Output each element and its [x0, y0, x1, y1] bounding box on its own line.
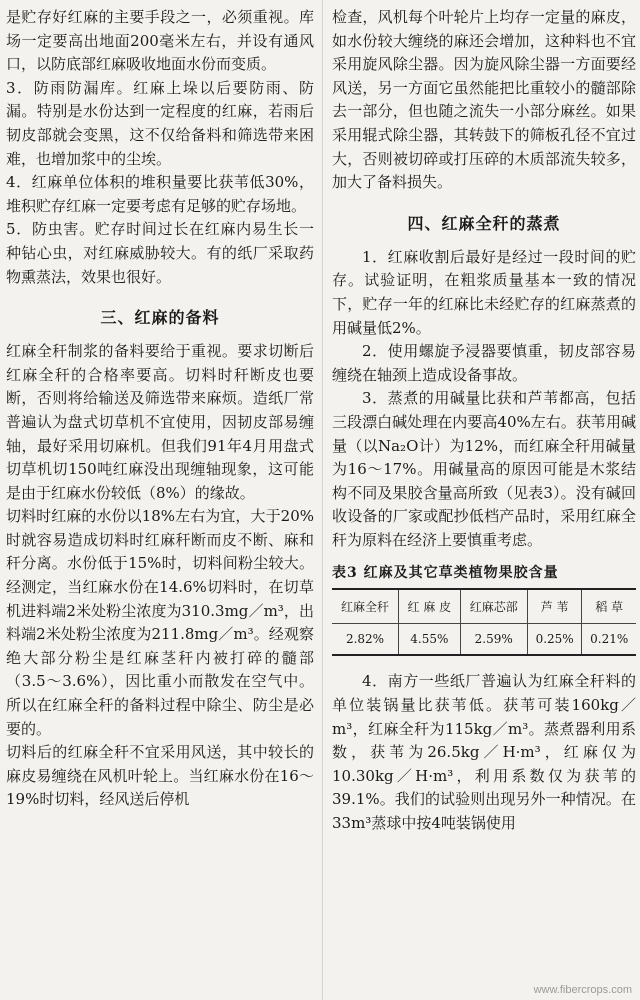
paragraph: 是贮存好红麻的主要手段之一，必须重视。库场一定要高出地面200毫米左右，并设有通风口，以防底部红麻吸收地面水份而变质。 [6, 8, 314, 74]
watermark-text: www.fibercrops.com [533, 984, 632, 996]
paragraph: 切料时红麻的水份以18%左右为宜，大于20%时就容易造成切料时红麻秆断而皮不断、麻和秆分离。水份低于15%时，切料间粉尘较大。经测定，当红麻水份在14.6%切料时，在切草机进料端2米处粉尘浓度为310.3mg／m³，出料端2米处粉尘浓度为211.8mg／m³。经观察绝大部分粉尘是红麻茎秆内被打碎的髓部（3.5～3.6%），因比重小而散发在空气中。所以在红麻全秆的备料过程中除尘、防尘是必要的。 [6, 507, 314, 738]
right-column [332, 6, 636, 836]
paragraph: 5．防虫害。贮存时间过长在红麻内易生长一种钻心虫，对红麻威胁较大。有的纸厂采取药物熏蒸法，效果也很好。 [6, 220, 314, 286]
table-header: 红 麻 皮 [399, 589, 461, 624]
table-header: 稻 草 [582, 589, 636, 624]
table-caption: 表3 红麻及其它草类植物果胶含量 [332, 565, 559, 582]
table-cell: 4.55% [399, 624, 461, 656]
table-cell: 2.82% [332, 624, 399, 656]
table-header-row [332, 589, 636, 624]
pectin-table-block [332, 562, 636, 656]
paragraph: 4．红麻单位体积的堆积量要比获苇低30%，堆积贮存红麻一定要考虑有足够的贮存场地。 [6, 173, 314, 215]
section-heading: 三、红麻的备料 [100, 308, 220, 328]
paragraph: 4．南方一些纸厂普遍认为红麻全秆料的单位装锅量比获苇低。获苇可装160kg／m³，红麻全秆为115kg／m³。蒸煮器利用系数，获苇为26.5kg／H·m³，红麻仅为10.30kg／H·m³，利用系数仅为获苇的39.1%。我们的试验则出现另外一种情况。在33m³蒸球中按4吨装锅使用 [332, 672, 636, 833]
paragraph: 3．防雨防漏库。红麻上垛以后要防雨、防漏。特别是水份达到一定程度的红麻，若雨后韧皮部就会变黑，这不仅给备料和筛选带来困难，也增加浆中的尘埃。 [6, 78, 314, 168]
paragraph: 1．红麻收割后最好是经过一段时间的贮存。试验证明，在粗浆质量基本一致的情况下，贮存一年的红麻比未经贮存的红麻蒸煮的用碱量低2%。 [332, 247, 636, 337]
paragraph: 红麻全秆制浆的备料要给于重视。要求切断后红麻全秆的合格率要高。切料时秆断皮也要断，否则将给输送及筛选带来麻烦。造纸厂常普遍认为盘式切草机不宜使用，因韧皮部易缠轴，最好采用切麻机。但我们91年4月用盘式切草机切150吨红麻没出现缠轴现象，这可能是由于红麻水份较低（8%）的缘故。 [6, 342, 314, 502]
paragraph: 切料后的红麻全秆不宜采用风送，其中较长的麻皮易缠绕在风机叶轮上。当红麻水份在16～19%时切料，经风送后停机 [6, 743, 314, 809]
section-heading: 四、红麻全秆的蒸煮 [407, 213, 561, 233]
table-cell: 0.25% [527, 624, 582, 656]
table-header: 芦 苇 [527, 589, 582, 624]
left-column [6, 6, 314, 812]
pectin-table [332, 588, 636, 656]
table-header: 红麻芯部 [460, 589, 527, 624]
table-cell: 2.59% [460, 624, 527, 656]
table-cell: 0.21% [582, 624, 636, 656]
paragraph: 2．使用螺旋予浸器要慎重，韧皮部容易缠绕在轴颈上造成设备事故。 [332, 342, 636, 384]
paragraph: 3．蒸煮的用碱量比获和芦苇都高，包括三段漂白碱处理在内要高40%左右。获苇用碱量（以Na₂O计）为12%，而红麻全秆用碱量为16～17%。用碱量高的原因可能是木浆结构不同及果胶含量高所致（见表3）。没有碱回收设备的厂家或配抄低档产品时，采用红麻全秆为原料在经济上要慎重考虑。 [332, 389, 636, 549]
column-gutter [322, 0, 323, 1000]
table-row [332, 624, 636, 656]
table-header: 红麻全秆 [332, 589, 399, 624]
paragraph: 检查，风机每个叶轮片上均存一定量的麻皮，如水份较大缠绕的麻还会增加，这种料也不宜采用旋风除尘器。因为旋风除尘器一方面要经风送，另一方面它虽然能把比重较小的髓部除去一部分，但也随之流失一小部分麻丝。如果采用辊式除尘器，其转鼓下的筛板孔径不宜过大，否则被切碎或打压碎的木质部流失较多，加大了备料损失。 [332, 8, 636, 192]
